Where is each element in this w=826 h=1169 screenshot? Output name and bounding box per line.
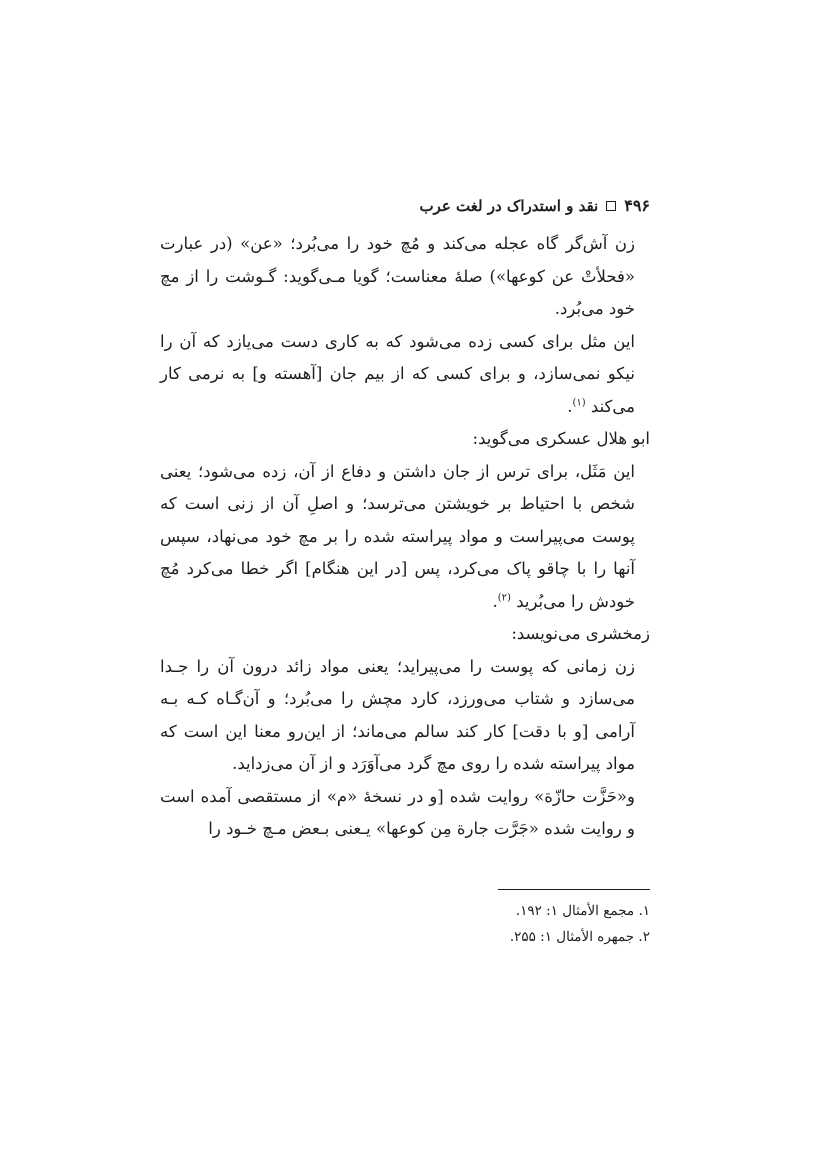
quote-intro-abu-hilal: ابو هلال عسکری می‌گوید: — [472, 429, 650, 448]
page-number: ۴۹۶ — [624, 196, 650, 215]
paragraph-4: زن زمانی که پوست را می‌پیراید؛ یعنی مواد زائد درون آن را جـدا می‌سازد و شتاب می‌ورزد، کارد مچش را می‌بُرد؛ و آن‌گـاه کـه بـه آرامی [و با دقت] کار کند سالم می‌ماند؛ از این‌رو معنا این است که مواد پیراسته شده را روی مچ گرد می‌آوَرَد و از آن می‌زداید. — [160, 656, 635, 773]
footnote-marker-2: (۲) — [497, 592, 511, 603]
quote-intro-zamakhshari: زمخشری می‌نویسد: — [511, 624, 650, 643]
running-head — [419, 196, 650, 215]
footnote-marker-1: (۱) — [572, 397, 586, 408]
paragraph-2: این مثل برای کسی زده می‌شود که به کاری دست می‌یازد که آن را نیکو نمی‌سازد، و برای کسی که از بیم جان [آهسته و] به نرمی کار می‌کند $^{(۱)}$. — [160, 331, 635, 416]
footnote-divider — [498, 889, 650, 890]
footnote-2: ۲. جمهره الأمثال ۱: ۲۵۵. — [509, 929, 650, 945]
paragraph-1: زن آش‌گر گاه عجله می‌کند و مُچ خود را می‌بُرد؛ «عن» (در عبارت «فحلأتْ عن کوعها») صلهٔ معناست؛ گویا مـی‌گوید: گـوشت را از مچ خود می‌بُرد. — [160, 234, 635, 318]
paragraph-3: این مَثَل، برای ترس از جان داشتن و دفاع از آن، زده می‌شود؛ یعنی شخص با احتیاط بر خویشتن می‌ترسد؛ و اصلِ آن از زنی است که پوست می‌پیراست و مواد پیراسته شده را بر مچ خود می‌نهاد، سپس آنها را با چاقو پاک می‌کرد، پس [در این هنگام] اگر خطا می‌کرد مُچ خودش را می‌بُرید $^{(۲)}$. — [160, 461, 635, 611]
paragraph-5: و«حَزَّت حازّة» روایت شده [و در نسخهٔ «م» از مستقصی آمده است و روایت شده «جَرَّت جارة مِن کوعها» یـعنی بـعض مـچ خـود را — [160, 786, 635, 838]
body-text — [160, 228, 650, 846]
footnote-1: ۱. مجمع الأمثال ۱: ۱۹۲. — [515, 903, 650, 919]
footnotes — [190, 898, 650, 950]
book-title: نقد و استدراک در لغت عرب — [419, 196, 599, 215]
square-bullet-icon — [606, 201, 616, 211]
